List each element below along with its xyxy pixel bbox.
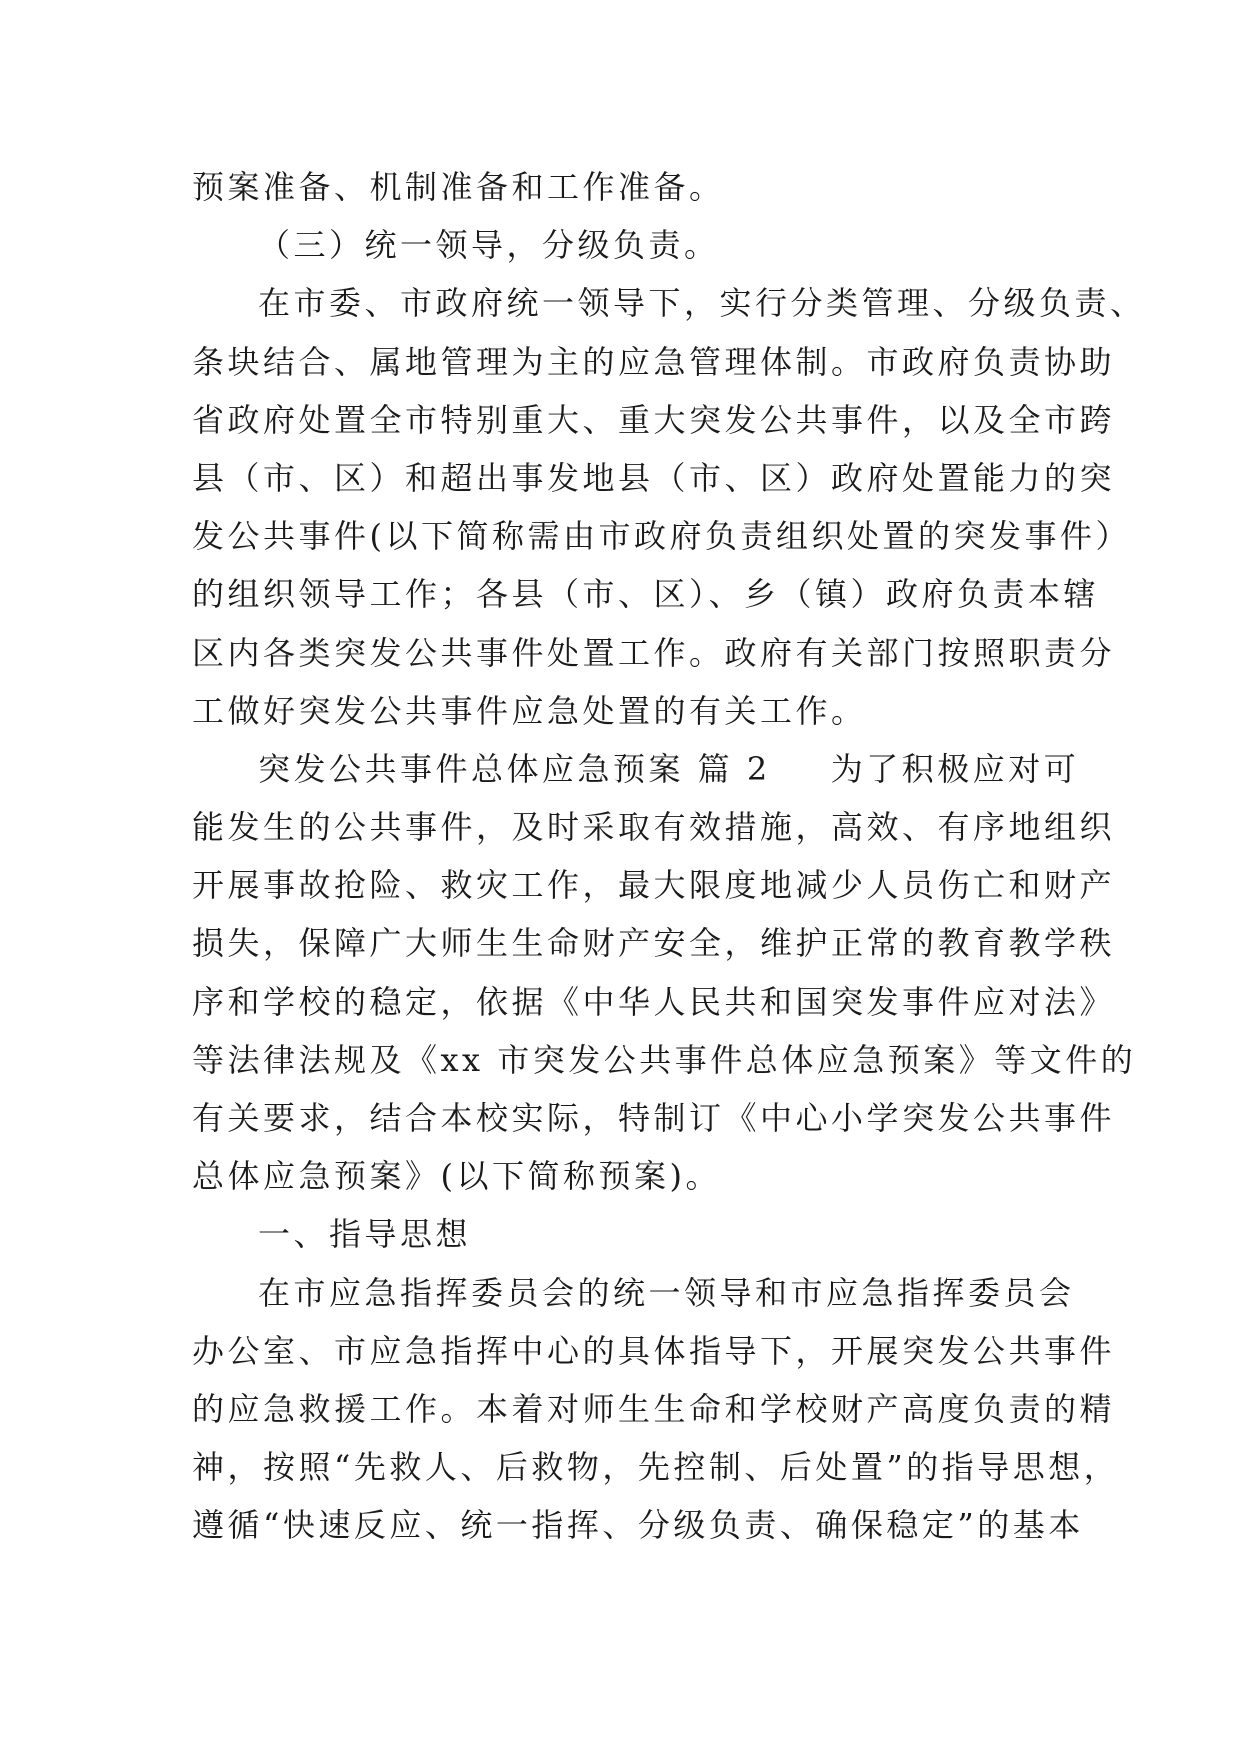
text-line — [192, 914, 1116, 972]
text-line-content: 总体应急预案》(以下简称预案)。 — [192, 1157, 721, 1196]
text-line-content: 工做好突发公共事件应急处置的有关工作。 — [192, 691, 867, 730]
text-line — [192, 1089, 1116, 1147]
text-line — [192, 1380, 1116, 1438]
text-line-content: 预案准备、机制准备和工作准备。 — [192, 168, 725, 206]
text-line-content: 区内各类突发公共事件处置工作。政府有关部门按照职责分 — [192, 633, 1116, 672]
text-line-content: 遵循“快速反应、统一指挥、分级负责、确保稳定”的基本 — [192, 1506, 1084, 1545]
text-line — [192, 1264, 1075, 1322]
text-line-content: 一、指导思想 — [258, 1215, 472, 1254]
text-line — [192, 1438, 1120, 1496]
text-line — [192, 1205, 1058, 1263]
text-line — [192, 1147, 1058, 1205]
text-line-content: 神，按照“先救人、后救物，先控制、后处置”的指导思想， — [192, 1448, 1120, 1487]
text-line — [192, 274, 1146, 332]
text-line — [192, 216, 1058, 274]
text-line-content: 有关要求，结合本校实际，特制订《中心小学突发公共事件 — [192, 1099, 1116, 1137]
text-line-content: 的组织领导工作；各县（市、区）、乡（镇）政府负责本辖 — [192, 575, 1100, 614]
text-line-content: 发公共事件(以下简称需由市政府负责组织处置的突发事件） — [192, 517, 1131, 556]
text-line — [192, 1322, 1116, 1380]
text-line-content: 突发公共事件总体应急预案 篇 2 — [258, 749, 771, 788]
text-line-content: 办公室、市应急指挥中心的具体指导下，开展突发公共事件 — [192, 1331, 1116, 1370]
text-line — [192, 333, 1116, 391]
text-line-content: 序和学校的稳定，依据《中华人民共和国突发事件应对法》 — [192, 982, 1116, 1021]
text-line — [192, 740, 1080, 798]
text-line-content: 在市委、市政府统一领导下，实行分类管理、分级负责、 — [258, 284, 1146, 323]
text-line — [192, 856, 1116, 914]
text-line — [192, 158, 1058, 216]
text-line — [192, 391, 1116, 449]
text-line-content: 的应急救援工作。本着对师生生命和学校财产高度负责的精 — [192, 1389, 1116, 1428]
text-line — [192, 798, 1116, 856]
text-line — [192, 1031, 1137, 1089]
document-body — [192, 158, 1146, 1555]
text-line-content: 开展事故抢险、救灾工作，最大限度地减少人员伤亡和财产 — [192, 866, 1116, 905]
text-line-content: 县（市、区）和超出事发地县（市、区）政府处置能力的突 — [192, 458, 1116, 497]
text-line — [192, 682, 1058, 740]
text-line-content: 省政府处置全市特别重大、重大突发公共事件，以及全市跨 — [192, 400, 1116, 439]
text-line-content: 等法律法规及《xx 市突发公共事件总体应急预案》等文件的 — [192, 1040, 1137, 1079]
text-line — [192, 1496, 1084, 1554]
text-line-content: 损失，保障广大师生生命财产安全，维护正常的教育教学秩 — [192, 924, 1116, 963]
text-line — [192, 973, 1116, 1031]
text-line-content: 在市应急指挥委员会的统一领导和市应急指挥委员会 — [258, 1273, 1075, 1312]
text-line-content: 条块结合、属地管理为主的应急管理体制。市政府负责协助 — [192, 342, 1116, 381]
text-line — [192, 507, 1131, 565]
text-line-content: （三）统一领导，分级负责。 — [258, 226, 720, 265]
text-line — [192, 565, 1100, 623]
text-line-tail: 为了积极应对可 — [830, 749, 1080, 788]
text-line-content: 能发生的公共事件，及时采取有效措施，高效、有序地组织 — [192, 808, 1116, 847]
text-line — [192, 449, 1116, 507]
text-line — [192, 624, 1116, 682]
